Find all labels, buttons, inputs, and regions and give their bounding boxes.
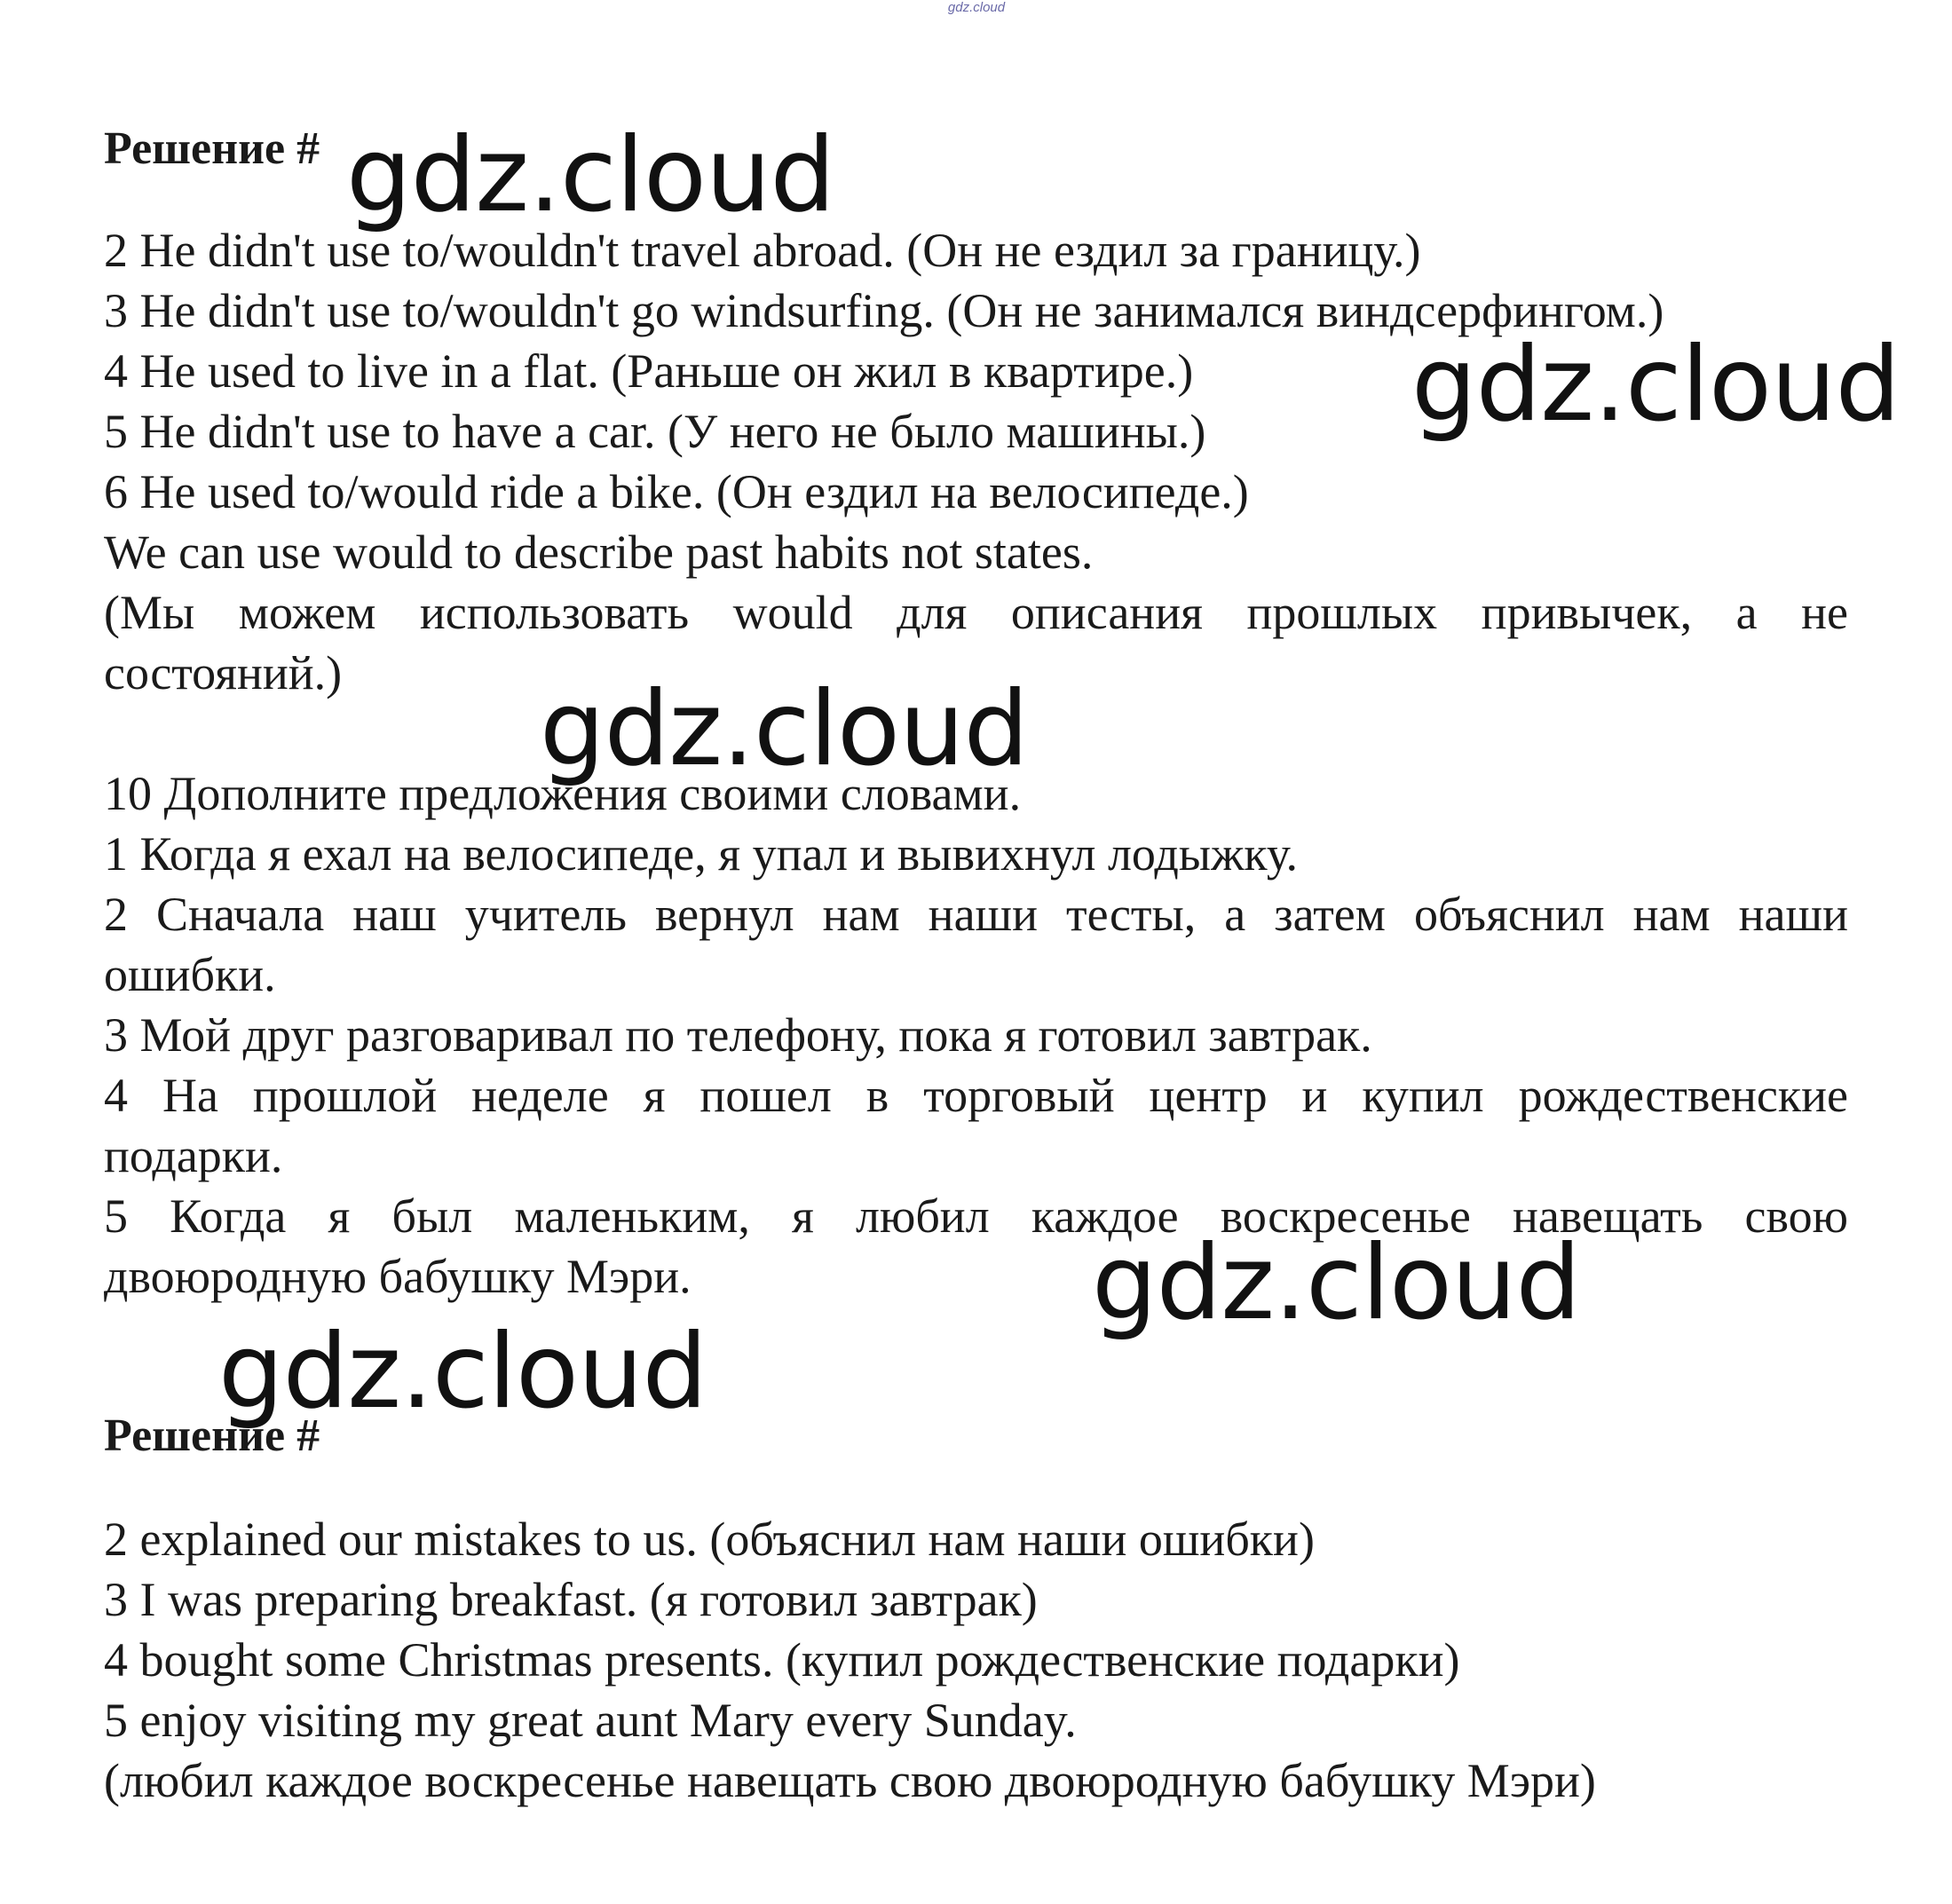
- task-title: 10 Дополните предложения своими словами.: [104, 767, 1022, 820]
- answer-line: 6 He used to/would ride a bike. (Он ездил на велосипеде.): [104, 465, 1249, 518]
- watermark: gdz.cloud: [346, 115, 835, 235]
- watermark: gdz.cloud: [1092, 1223, 1581, 1343]
- task-sentence: 2 Сначала наш учитель вернул нам наши тесты, а затем объяснил нам наши: [104, 888, 1848, 941]
- task-sentence: 1 Когда я ехал на велосипеде, я упал и вывихнул лодыжку.: [104, 827, 1298, 881]
- rule-translation-line: (Мы можем использовать would для описания прошлых привычек, а не: [104, 586, 1848, 639]
- answer-line: 2 He didn't use to/wouldn't travel abroad. (Он не ездил за границу.): [104, 224, 1421, 277]
- task-sentence: ошибки.: [104, 948, 276, 1001]
- task-sentence: 5 Когда я был маленьким, я любил каждое воскресенье навещать свою: [104, 1189, 1848, 1243]
- answer-line: 5 He didn't use to have a car. (У него не было машины.): [104, 405, 1206, 458]
- solution-heading-1: Решение #: [104, 123, 320, 174]
- answer-line: (любил каждое воскресенье навещать свою двоюродную бабушку Мэри): [104, 1754, 1596, 1807]
- answer-line: 3 He didn't use to/wouldn't go windsurfing. (Он не занимался виндсерфингом.): [104, 284, 1664, 337]
- solution-heading-2: Решение #: [104, 1410, 320, 1461]
- answer-line: 4 He used to live in a flat. (Раньше он жил в квартире.): [104, 344, 1194, 398]
- watermark: gdz.cloud: [1411, 325, 1901, 445]
- task-sentence: подарки.: [104, 1129, 283, 1182]
- answer-line: 2 explained our mistakes to us. (объяснил нам наши ошибки): [104, 1513, 1315, 1566]
- top-watermark: gdz.cloud: [947, 0, 1006, 15]
- task-sentence: 4 На прошлой неделе я пошел в торговый центр и купил рождественские: [104, 1069, 1848, 1122]
- answer-line: 5 enjoy visiting my great aunt Mary every Sunday.: [104, 1694, 1077, 1747]
- watermark: gdz.cloud: [218, 1312, 707, 1432]
- rule-translation-line: состояний.): [104, 646, 343, 699]
- answer-line: 4 bought some Christmas presents. (купил рождественские подарки): [104, 1633, 1460, 1687]
- task-sentence: двоюродную бабушку Мэри.: [104, 1250, 691, 1303]
- watermark: gdz.cloud: [540, 669, 1029, 789]
- rule-line: We can use would to describe past habits not states.: [104, 525, 1094, 579]
- answer-line: 3 I was preparing breakfast. (я готовил завтрак): [104, 1573, 1038, 1626]
- task-sentence: 3 Мой друг разговаривал по телефону, пока я готовил завтрак.: [104, 1008, 1372, 1062]
